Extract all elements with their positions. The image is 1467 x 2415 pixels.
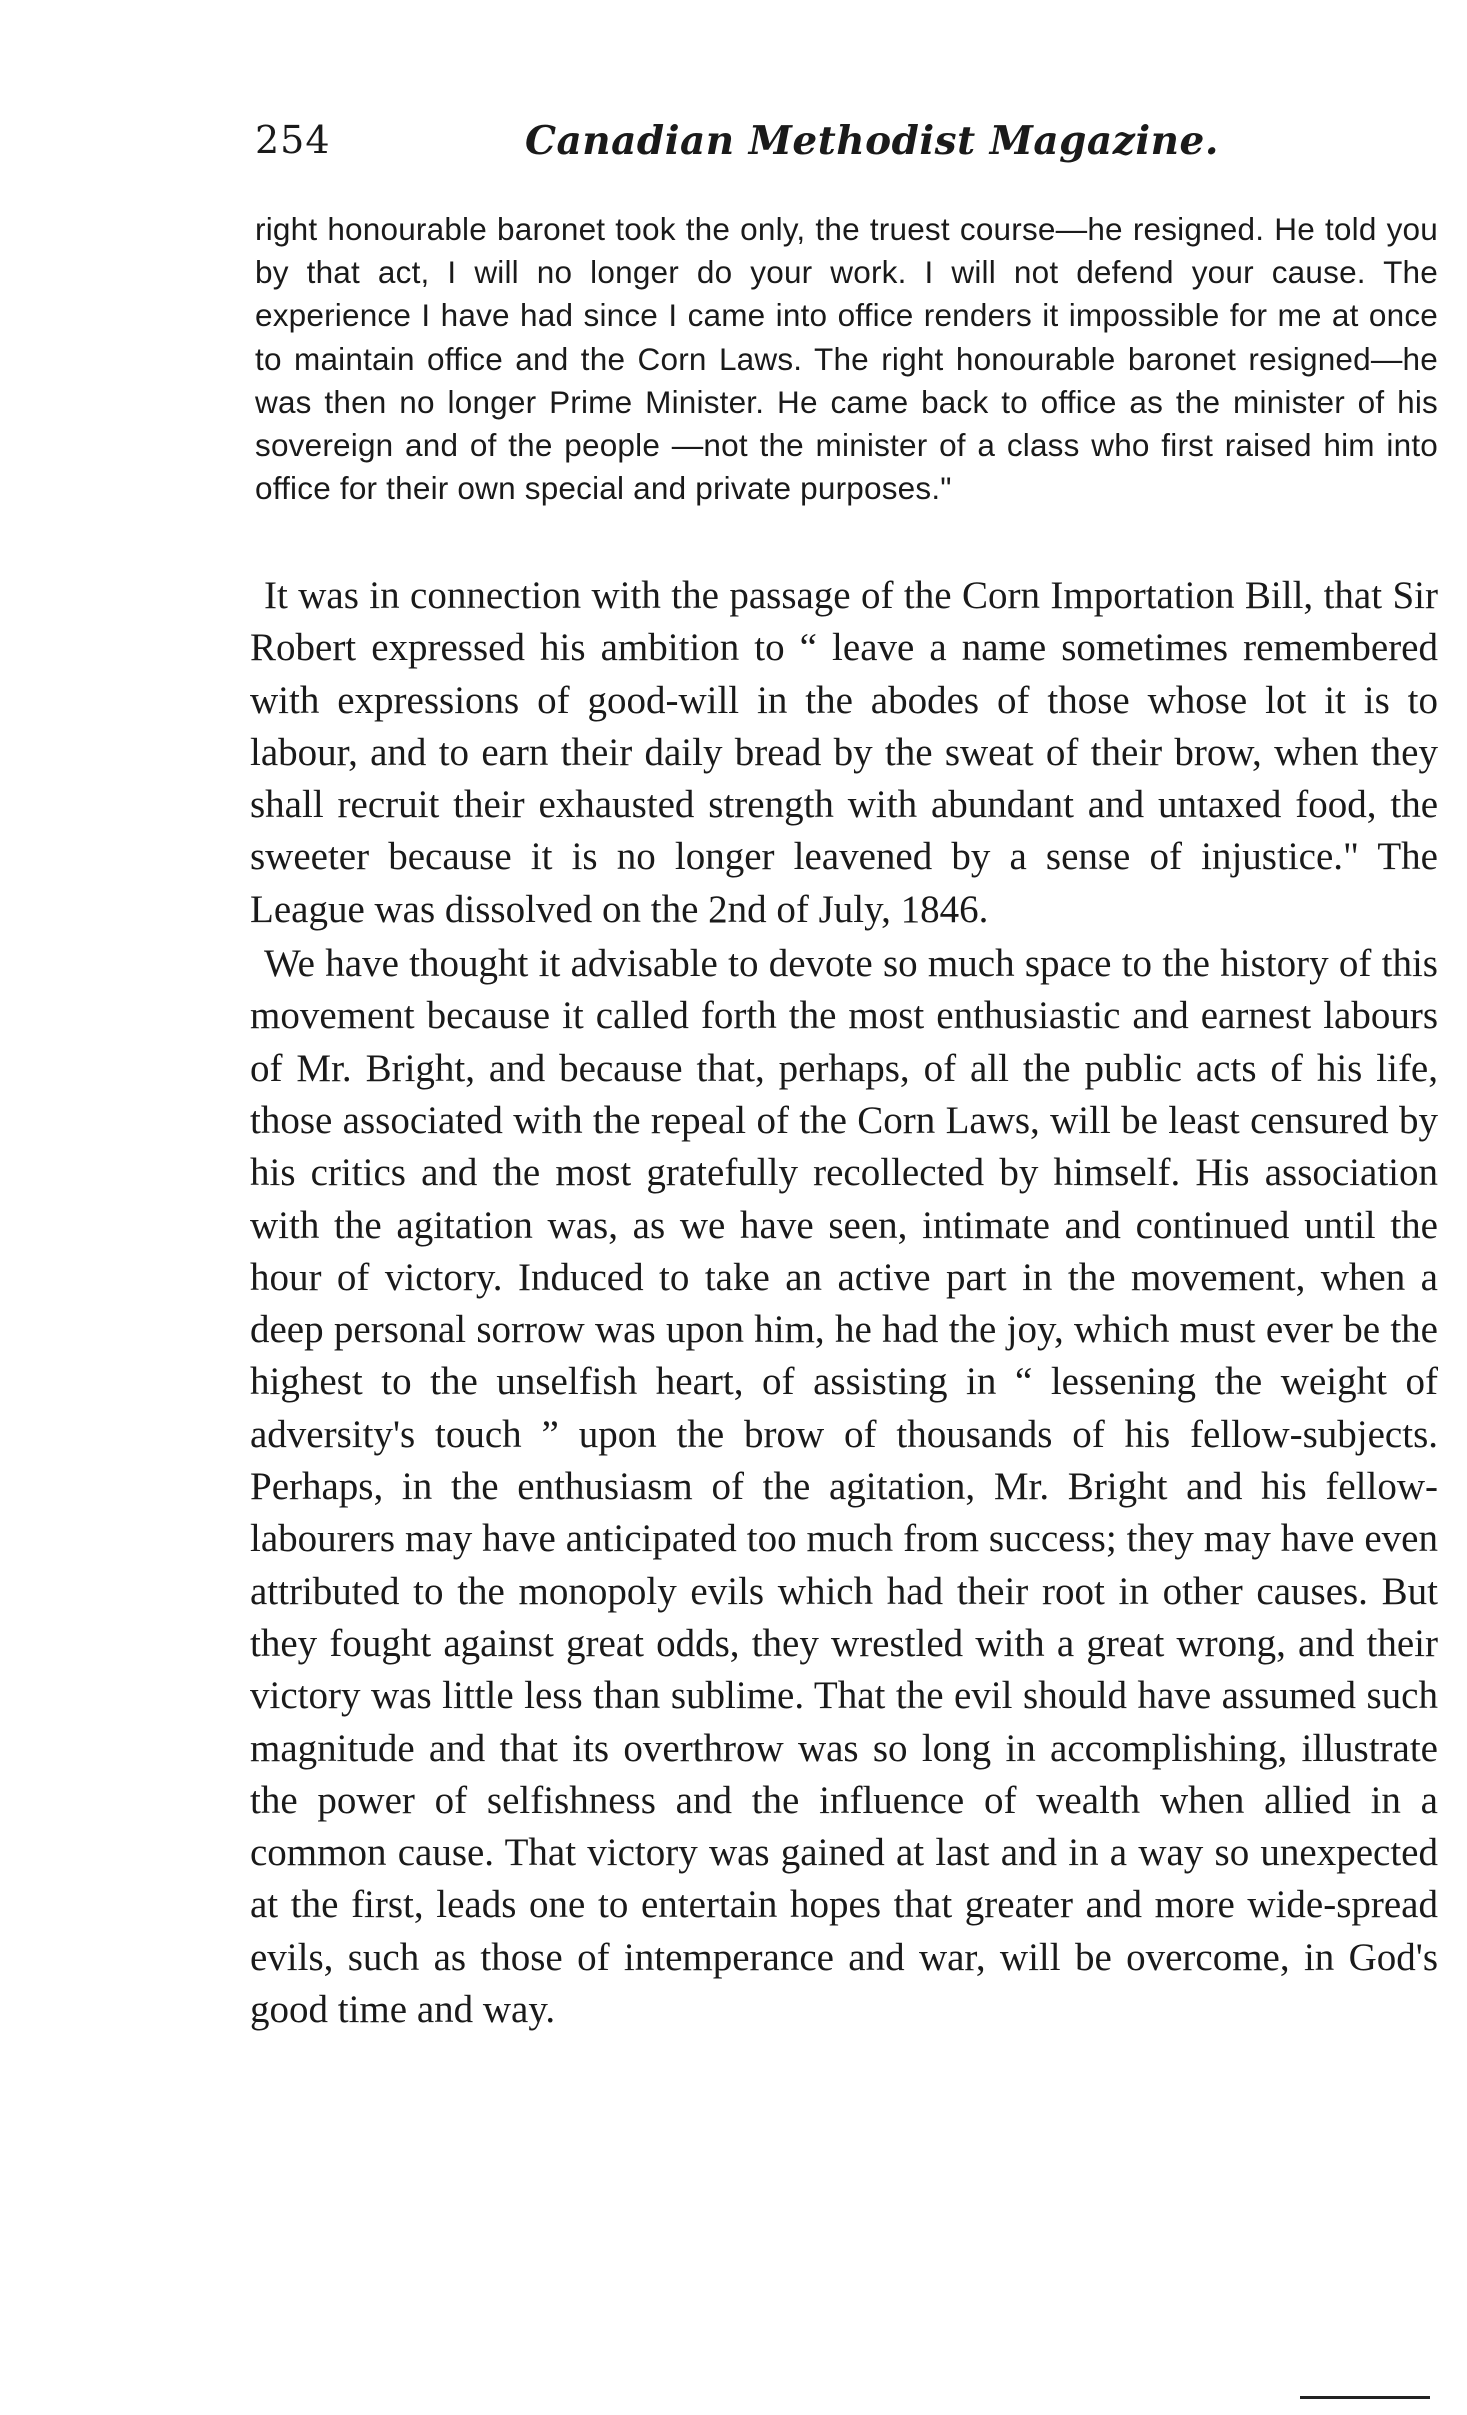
page-number: 254 — [255, 118, 331, 162]
quoted-speech: right honourable baronet took the only, the truest course—he resigned. He told you by that act, I will no longer do your work. I will not defend your cause. The experience I have had since I came into office renders it impossible for me at once to maintain office and the Corn Laws. The right honourable baronet resigned—he was then no longer Prime Minister. He came back to office as the minister of his sovereign and of the people —not the minister of a class who first raised him into office for their own special and private purposes." — [255, 211, 1438, 507]
paragraph-movement-history: We have thought it advisable to devote so much space to the history of this movement because it called forth the most enthusiastic and earnest labours of Mr. Bright, and because that, perhaps, of all the public acts of his life, those associated with the repeal of the Corn Laws, will be least censured by his critics and the most gratefully recollected by himself. His association with the agitation was, as we have seen, intimate and continued until the hour of victory. Induced to take an active part in the movement, when a deep personal sorrow was upon him, he had the joy, which must ever be the highest to the unselfish heart, of assisting in “ lessening the weight of adversity's touch ” upon the brow of thousands of his fellow-subjects. Perhaps, in the enthusiasm of the agitation, Mr. Bright and his fellow-labourers may have anticipated too much from success; they may have even attributed to the monopoly evils which had their root in other causes. But they fought against great odds, they wrestled with a great wrong, and their victory was little less than sublime. That the evil should have assumed such magnitude and that its overthrow was so long in accomplishing, illustrate the power of selfishness and the influence of wealth when allied in a common cause. That victory was gained at last and in a way so unexpected at the first, leads one to entertain hopes that greater and more wide-spread evils, such as those of intemperance and war, will be overcome, in God's good time and way. — [250, 942, 1438, 2032]
body-text — [250, 570, 1438, 2036]
running-title: Canadian Methodist Magazine. — [525, 118, 1219, 164]
running-head — [255, 118, 1255, 178]
paragraph-corn-importation: It was in connection with the passage of the Corn Importation Bill, that Sir Robert expressed his ambition to “ leave a name sometimes remembered with expressions of good-will in the abodes of those whose lot it is to labour, and to earn their daily bread by the sweat of their brow, when they shall recruit their exhausted strength with abundant and untaxed food, the sweeter because it is no longer leavened by a sense of injustice." The League was dissolved on the 2nd of July, 1846. — [250, 574, 1438, 931]
footer-rule — [1300, 2396, 1430, 2399]
